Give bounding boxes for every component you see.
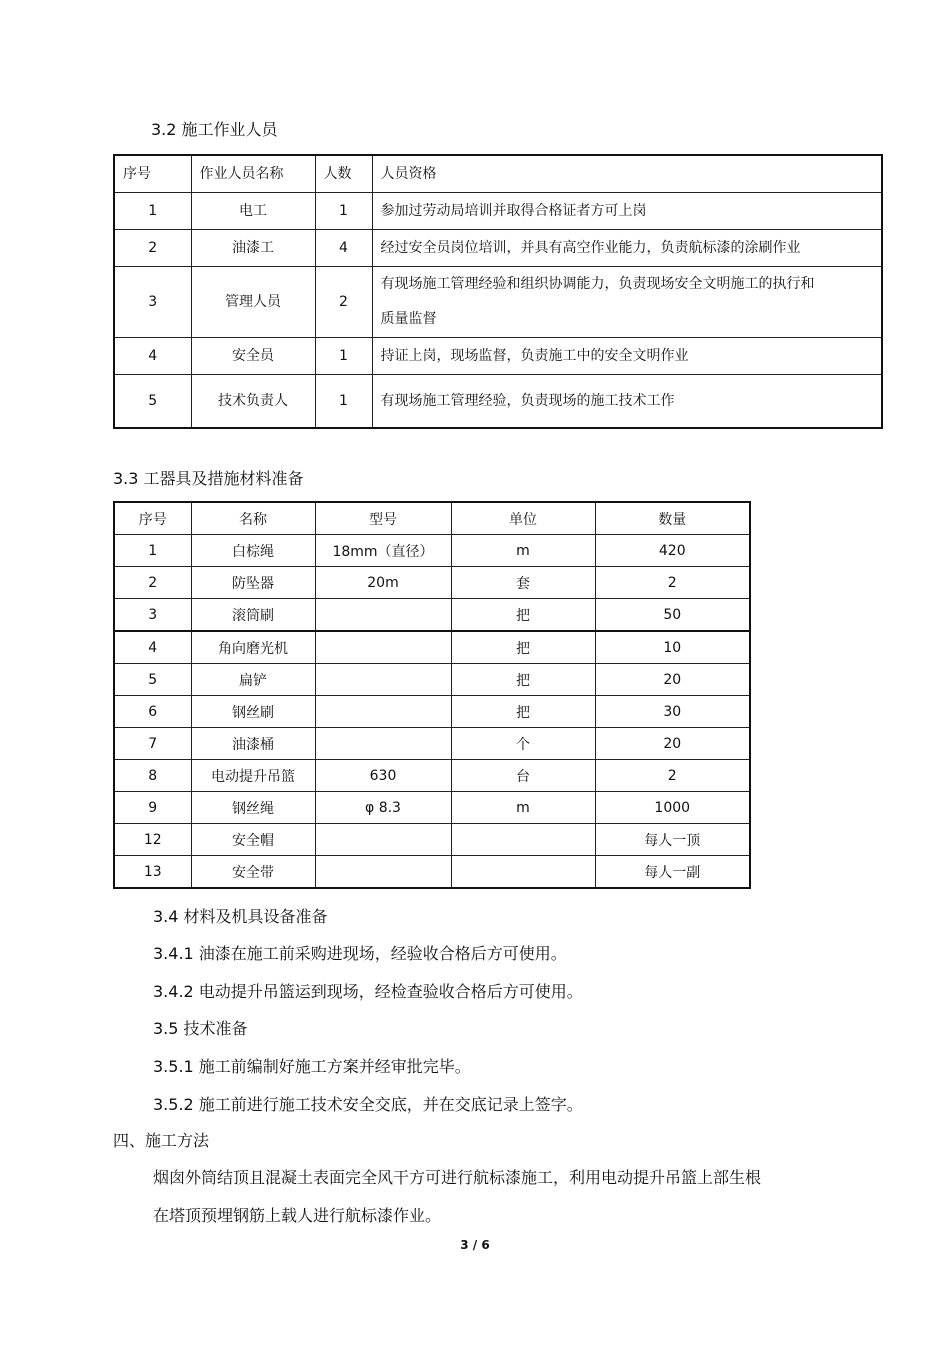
section-3-2-title: 3.2 施工作业人员 bbox=[151, 120, 278, 139]
header-cell: 作业人员名称 bbox=[191, 155, 315, 193]
section-4-body-line-1: 烟囱外筒结顶且混凝土表面完全风干方可进行航标漆施工，利用电动提升吊篮上部生根 bbox=[153, 1168, 762, 1187]
table-cell: 安全帽 bbox=[191, 824, 315, 856]
table-row bbox=[114, 696, 750, 728]
table-cell: 630 bbox=[315, 760, 451, 792]
table-cell: 经过安全员岗位培训，并具有高空作业能力，负责航标漆的涂刷作业 bbox=[372, 230, 882, 267]
table-cell: 安全带 bbox=[191, 856, 315, 889]
table-cell: 个 bbox=[451, 728, 595, 760]
table-cell: 420 bbox=[595, 535, 750, 567]
table-cell bbox=[315, 824, 451, 856]
table-cell: 3 bbox=[114, 599, 191, 632]
table-cell: 套 bbox=[451, 567, 595, 599]
section-3-3-title: 3.3 工器具及措施材料准备 bbox=[113, 469, 304, 488]
paragraph-3-5-1: 3.5.1 施工前编制好施工方案并经审批完毕。 bbox=[153, 1057, 471, 1076]
table-row bbox=[114, 193, 882, 230]
table-cell: 20 bbox=[595, 664, 750, 696]
table-cell: 有现场施工管理经验和组织协调能力，负责现场安全文明施工的执行和质量监督 bbox=[372, 267, 882, 338]
table-cell: 10 bbox=[595, 631, 750, 664]
table-cell: m bbox=[451, 792, 595, 824]
section-3-4-title: 3.4 材料及机具设备准备 bbox=[153, 907, 328, 926]
table-cell: 13 bbox=[114, 856, 191, 889]
table-cell: 把 bbox=[451, 631, 595, 664]
table-row bbox=[114, 230, 882, 267]
table-cell: 5 bbox=[114, 375, 191, 429]
table-cell: 1 bbox=[114, 535, 191, 567]
table-cell: 钢丝刷 bbox=[191, 696, 315, 728]
table-cell: 安全员 bbox=[191, 338, 315, 375]
table-row bbox=[114, 599, 750, 632]
table-cell: 技术负责人 bbox=[191, 375, 315, 429]
paragraph-3-5-2: 3.5.2 施工前进行施工技术安全交底，并在交底记录上签字。 bbox=[153, 1095, 583, 1114]
table-row bbox=[114, 664, 750, 696]
table-cell: 4 bbox=[114, 338, 191, 375]
table-cell: 管理人员 bbox=[191, 267, 315, 338]
table-cell: 20m bbox=[315, 567, 451, 599]
table-row bbox=[114, 760, 750, 792]
table-cell: 台 bbox=[451, 760, 595, 792]
table-cell: 4 bbox=[315, 230, 372, 267]
table-row bbox=[114, 567, 750, 599]
table-cell: 每人一副 bbox=[595, 856, 750, 889]
table-header-row bbox=[114, 502, 750, 535]
table-cell: 3 bbox=[114, 267, 191, 338]
table-cell: 电动提升吊篮 bbox=[191, 760, 315, 792]
table-cell: 5 bbox=[114, 664, 191, 696]
table-cell bbox=[315, 728, 451, 760]
table-cell: 有现场施工管理经验，负责现场的施工技术工作 bbox=[372, 375, 882, 429]
table-cell: 20 bbox=[595, 728, 750, 760]
table-cell: 1 bbox=[315, 375, 372, 429]
table-cell bbox=[315, 631, 451, 664]
table-row bbox=[114, 856, 750, 889]
header-cell: 型号 bbox=[315, 502, 451, 535]
table-row bbox=[114, 338, 882, 375]
table-cell: φ 8.3 bbox=[315, 792, 451, 824]
table-cell: 电工 bbox=[191, 193, 315, 230]
table-cell: 油漆桶 bbox=[191, 728, 315, 760]
table-cell: 防坠器 bbox=[191, 567, 315, 599]
page-number: 3 / 6 bbox=[460, 1238, 490, 1252]
table-row bbox=[114, 792, 750, 824]
header-cell: 序号 bbox=[114, 502, 191, 535]
table-cell: 角向磨光机 bbox=[191, 631, 315, 664]
table-row bbox=[114, 728, 750, 760]
table-cell: 扁铲 bbox=[191, 664, 315, 696]
table-cell bbox=[315, 856, 451, 889]
table-cell: 18mm（直径） bbox=[315, 535, 451, 567]
table-cell: 1000 bbox=[595, 792, 750, 824]
table-cell: 持证上岗，现场监督，负责施工中的安全文明作业 bbox=[372, 338, 882, 375]
section-4-title: 四、施工方法 bbox=[113, 1131, 210, 1150]
table-row bbox=[114, 267, 882, 338]
table-cell: 1 bbox=[114, 193, 191, 230]
table-cell: 1 bbox=[315, 338, 372, 375]
table-cell: 钢丝绳 bbox=[191, 792, 315, 824]
tools-table bbox=[113, 501, 751, 889]
table-cell: 每人一顶 bbox=[595, 824, 750, 856]
table-row bbox=[114, 631, 750, 664]
header-cell: 人员资格 bbox=[372, 155, 882, 193]
table-cell bbox=[315, 696, 451, 728]
table-cell: 4 bbox=[114, 631, 191, 664]
table-cell bbox=[315, 664, 451, 696]
table-cell: 2 bbox=[595, 567, 750, 599]
section-4-body-line-2: 在塔顶预埋钢筋上载人进行航标漆作业。 bbox=[153, 1206, 442, 1225]
table-cell: 白棕绳 bbox=[191, 535, 315, 567]
table-cell bbox=[451, 824, 595, 856]
table-cell: 8 bbox=[114, 760, 191, 792]
table-cell: 参加过劳动局培训并取得合格证者方可上岗 bbox=[372, 193, 882, 230]
table-cell bbox=[315, 599, 451, 632]
section-3-5-title: 3.5 技术准备 bbox=[153, 1019, 248, 1038]
table-cell: 6 bbox=[114, 696, 191, 728]
table-cell: 2 bbox=[595, 760, 750, 792]
table-cell: 1 bbox=[315, 193, 372, 230]
table-cell bbox=[451, 856, 595, 889]
header-cell: 人数 bbox=[315, 155, 372, 193]
table-cell: 12 bbox=[114, 824, 191, 856]
table-cell: 滚筒刷 bbox=[191, 599, 315, 632]
table-cell: 9 bbox=[114, 792, 191, 824]
table-cell: 2 bbox=[315, 267, 372, 338]
table-cell: 7 bbox=[114, 728, 191, 760]
table-cell: 50 bbox=[595, 599, 750, 632]
table-header-row bbox=[114, 155, 882, 193]
header-cell: 单位 bbox=[451, 502, 595, 535]
table-cell: 把 bbox=[451, 599, 595, 632]
table-cell: 30 bbox=[595, 696, 750, 728]
table-cell: 油漆工 bbox=[191, 230, 315, 267]
header-cell: 序号 bbox=[114, 155, 191, 193]
paragraph-3-4-2: 3.4.2 电动提升吊篮运到现场，经检查验收合格后方可使用。 bbox=[153, 982, 583, 1001]
header-cell: 名称 bbox=[191, 502, 315, 535]
table-row bbox=[114, 375, 882, 429]
table-row bbox=[114, 824, 750, 856]
staff-table bbox=[113, 154, 883, 429]
table-cell: 把 bbox=[451, 664, 595, 696]
table-cell: 2 bbox=[114, 567, 191, 599]
header-cell: 数量 bbox=[595, 502, 750, 535]
table-cell: m bbox=[451, 535, 595, 567]
table-cell: 把 bbox=[451, 696, 595, 728]
table-cell: 2 bbox=[114, 230, 191, 267]
table-row bbox=[114, 535, 750, 567]
paragraph-3-4-1: 3.4.1 油漆在施工前采购进现场，经验收合格后方可使用。 bbox=[153, 944, 567, 963]
